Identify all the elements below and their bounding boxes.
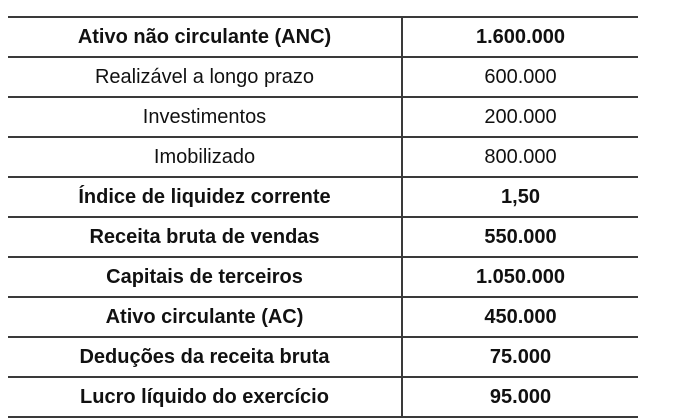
row-value: 450.000 [402,297,638,337]
row-label: Capitais de terceiros [8,257,402,297]
table-row-deducoes-receita-bruta [8,337,638,377]
row-value: 550.000 [402,217,638,257]
table-row-lucro-liquido [8,377,638,417]
table-row-receita-bruta-vendas [8,217,638,257]
row-label: Receita bruta de vendas [8,217,402,257]
row-label: Imobilizado [8,137,402,177]
row-label: Ativo circulante (AC) [8,297,402,337]
row-value: 800.000 [402,137,638,177]
row-value: 1.050.000 [402,257,638,297]
table-row-investimentos [8,97,638,137]
table-row-ativo-circulante [8,297,638,337]
row-value: 95.000 [402,377,638,417]
row-value: 600.000 [402,57,638,97]
table-row-realizavel-longo-prazo [8,57,638,97]
row-value: 200.000 [402,97,638,137]
table-row-capitais-terceiros [8,257,638,297]
row-label: Lucro líquido do exercício [8,377,402,417]
table-row-ativo-nao-circulante [8,17,638,57]
row-label: Ativo não circulante (ANC) [8,17,402,57]
financial-data-table [8,16,638,418]
row-label: Índice de liquidez corrente [8,177,402,217]
row-label: Investimentos [8,97,402,137]
table-row-indice-liquidez-corrente [8,177,638,217]
row-value: 1.600.000 [402,17,638,57]
table-row-imobilizado [8,137,638,177]
row-value: 75.000 [402,337,638,377]
row-value: 1,50 [402,177,638,217]
row-label: Realizável a longo prazo [8,57,402,97]
row-label: Deduções da receita bruta [8,337,402,377]
